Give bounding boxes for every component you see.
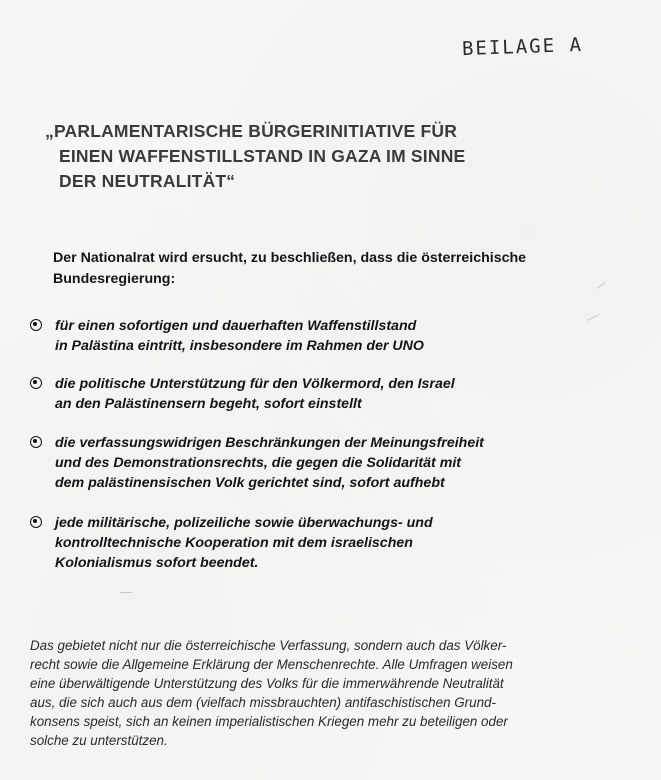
- list-item-line: Kolonialismus sofort beendet.: [55, 555, 259, 571]
- title-line: DER NEUTRALITÄT“: [59, 171, 236, 191]
- scan-artifact: [120, 592, 132, 593]
- intro-paragraph: [53, 248, 613, 290]
- document-title: [45, 119, 525, 194]
- footer-line: solche zu unterstützen.: [30, 733, 168, 748]
- list-item-text: [55, 433, 484, 493]
- title-line: EINEN WAFFENSTILLSTAND IN GAZA IM SINNE: [59, 146, 466, 166]
- list-item-text: [55, 513, 433, 573]
- scan-artifact: [586, 314, 599, 321]
- list-item-line: die verfassungswidrigen Beschränkungen der Meinungsfreiheit: [55, 435, 484, 451]
- list-item-text: [55, 374, 455, 414]
- list-item-line: für einen sofortigen und dauerhaften Waffenstillstand: [55, 318, 417, 334]
- bullet-icon: [30, 516, 42, 528]
- footer-line: eine überwältigende Unterstützung des Volks für die immerwährende Neutralität: [30, 676, 504, 691]
- title-line: „PARLAMENTARISCHE BÜRGERINITIATIVE FÜR: [45, 121, 458, 141]
- list-item-line: jede militärische, polizeiliche sowie überwachungs- und: [55, 515, 433, 531]
- intro-line: Der Nationalrat wird ersucht, zu beschließen, dass die österreichische: [53, 250, 527, 266]
- intro-line: Bundesregierung:: [53, 271, 176, 287]
- bullet-icon: [30, 436, 42, 448]
- list-item-text: [55, 316, 424, 356]
- footer-line: aus, die sich auch aus dem (vielfach missbrauchten) antifaschistischen Grund-: [30, 695, 496, 710]
- list-item-line: die politische Unterstützung für den Völkermord, den Israel: [55, 376, 455, 392]
- bullet-icon: [30, 377, 42, 389]
- handwritten-annotation: BEILAGE A: [461, 33, 584, 61]
- list-item-line: und des Demonstrationsrechts, die gegen die Solidarität mit: [55, 455, 461, 471]
- list-item-line: dem palästinensischen Volk gerichtet sind, sofort aufhebt: [55, 475, 445, 491]
- closing-paragraph: [30, 636, 630, 750]
- list-item-line: an den Palästinensern begeht, sofort einstellt: [55, 396, 362, 412]
- list-item-line: in Palästina eintritt, insbesondere im Rahmen der UNO: [55, 338, 424, 354]
- footer-line: konsens speist, sich an keinen imperialistischen Kriegen mehr zu beteiligen oder: [30, 714, 508, 729]
- list-item-line: kontrolltechnische Kooperation mit dem israelischen: [55, 535, 413, 551]
- footer-line: Das gebietet nicht nur die österreichische Verfassung, sondern auch das Völker-: [30, 638, 507, 653]
- bullet-icon: [30, 319, 42, 331]
- footer-line: recht sowie die Allgemeine Erklärung der Menschenrechte. Alle Umfragen weisen: [30, 657, 513, 672]
